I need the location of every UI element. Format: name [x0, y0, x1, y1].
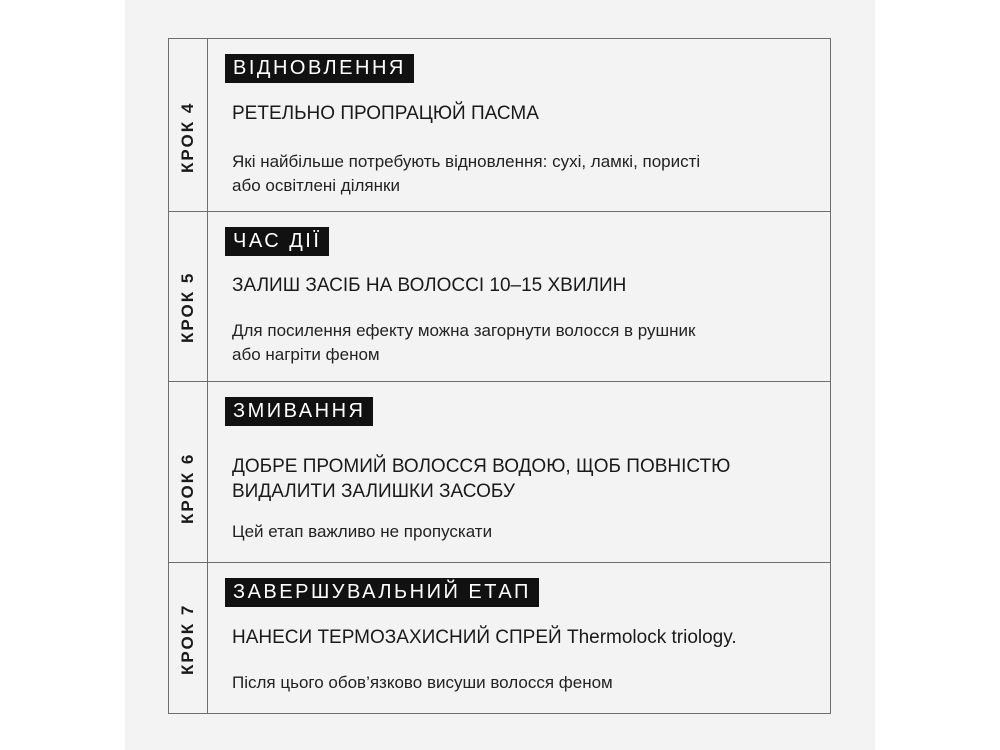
step-description: Які найбільше потребують відновлення: сухі, ламкі, пористі або освітлені ділянки	[232, 152, 701, 195]
step-row-6	[169, 381, 830, 562]
step-row-5	[169, 211, 830, 381]
steps-table	[168, 38, 831, 714]
step-number: КРОК 5	[178, 271, 197, 343]
step-label-cell	[169, 212, 208, 381]
step-tag: ЧАС ДІЇ	[225, 227, 329, 256]
step-tag: ЗМИВАННЯ	[225, 397, 373, 426]
step-heading: ЗАЛИШ ЗАСІБ НА ВОЛОССІ 10–15 ХВИЛИН	[232, 275, 627, 296]
step-tag: ВІДНОВЛЕННЯ	[225, 54, 414, 83]
step-description: Цей етап важливо не пропускати	[232, 522, 493, 541]
step-row-4	[169, 39, 830, 211]
step-heading: НАНЕСИ ТЕРМОЗАХИСНИЙ СПРЕЙ Thermolock triology.	[232, 627, 737, 648]
step-content	[208, 563, 830, 713]
step-number: КРОК 4	[178, 101, 197, 173]
step-heading: ДОБРЕ ПРОМИЙ ВОЛОССЯ ВОДОЮ, ЩОБ ПОВНІСТЮ ВИДАЛИТИ ЗАЛИШКИ ЗАСОБУ	[232, 456, 731, 502]
step-description: Після цього обов’язково висуши волосся феном	[232, 673, 613, 692]
step-heading: РЕТЕЛЬНО ПРОПРАЦЮЙ ПАСМА	[232, 103, 539, 124]
step-row-7	[169, 562, 830, 713]
step-content	[208, 212, 830, 381]
step-label-cell	[169, 39, 208, 211]
step-label-cell	[169, 563, 208, 713]
step-content	[208, 39, 830, 211]
step-content	[208, 382, 830, 562]
step-tag: ЗАВЕРШУВАЛЬНИЙ ЕТАП	[225, 578, 539, 607]
step-description: Для посилення ефекту можна загорнути волосся в рушник або нагріти феном	[232, 321, 696, 364]
step-label-cell	[169, 382, 208, 562]
step-number: КРОК 6	[178, 452, 197, 524]
step-number: КРОК 7	[178, 603, 197, 675]
